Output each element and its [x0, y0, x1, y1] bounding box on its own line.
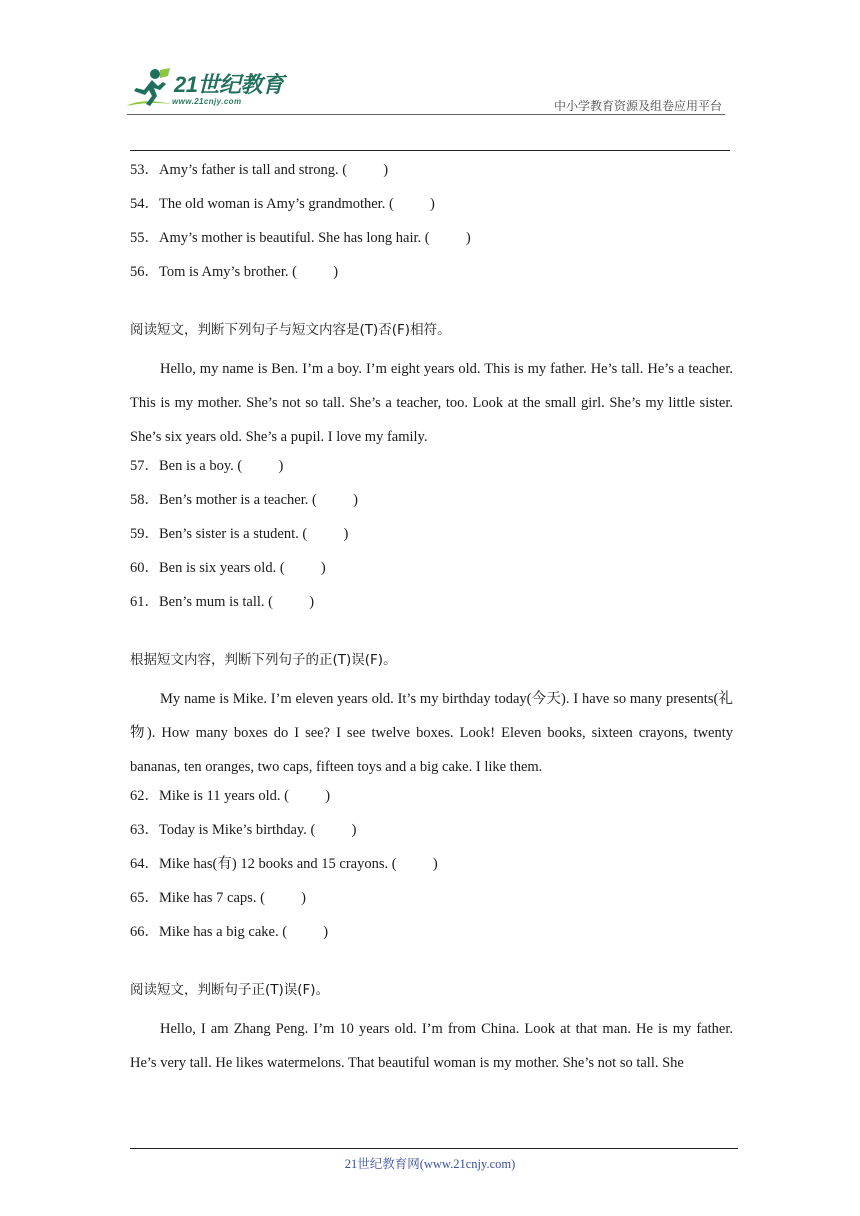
section-4-passage: Hello, I am Zhang Peng. I’m 10 years old. I’m from China. Look at that man. He is my father. He’s very tall. He likes watermelons. That beautiful woman is my mother. She’s not so tall. She	[130, 1021, 733, 1071]
question-55: 55．Amy’s mother is beautiful. She has long hair. ( )	[130, 230, 471, 246]
runner-logo-icon	[122, 66, 174, 112]
section-2-passage: Hello, my name is Ben. I’m a boy. I’m eight years old. This is my father. He’s tall. He’s a teacher. This is my mother. She’s not so tall. She’s a teacher, too. Look at the small girl. She’s my little sister. She’s six years old. She’s a pupil. I love my family.	[130, 361, 733, 445]
question-65: 65．Mike has 7 caps. ( )	[130, 890, 306, 906]
question-53: 53．Amy’s father is tall and strong. ( )	[130, 162, 389, 178]
section-3-passage: My name is Mike. I’m eleven years old. It’s my birthday today(今天). I have so many presents(礼物). How many boxes do I see? I see twelve boxes. Look! Eleven books, sixteen crayons, twenty bananas, ten oranges, two caps, fifteen toys and a big cake. I like them.	[130, 691, 733, 775]
section-3-questions	[130, 784, 733, 954]
logo-text: 21世纪教育	[174, 72, 284, 97]
question-56: 56．Tom is Amy’s brother. ( )	[130, 264, 339, 280]
header-divider	[127, 114, 725, 115]
section-4-instruction: 阅读短文，判断句子正(T)误(F)。	[130, 982, 330, 998]
document-body	[130, 158, 733, 1080]
question-58: 58．Ben’s mother is a teacher. ( )	[130, 492, 358, 508]
question-66: 66．Mike has a big cake. ( )	[130, 924, 329, 940]
footer-divider	[130, 1148, 738, 1149]
question-54: 54．The old woman is Amy’s grandmother. ( )	[130, 196, 435, 212]
section-1-questions	[130, 158, 733, 294]
question-61: 61．Ben’s mum is tall. ( )	[130, 594, 315, 610]
question-60: 60．Ben is six years old. ( )	[130, 560, 326, 576]
logo-url: www.21cnjy.com	[172, 97, 242, 106]
question-62: 62．Mike is 11 years old. ( )	[130, 788, 331, 804]
question-63: 63．Today is Mike’s birthday. ( )	[130, 822, 357, 838]
platform-name: 中小学教育资源及组卷应用平台	[553, 99, 722, 113]
question-59: 59．Ben’s sister is a student. ( )	[130, 526, 349, 542]
section-3-instruction: 根据短文内容，判断下列句子的正(T)误(F)。	[130, 652, 397, 668]
footer-text: 21世纪教育网(www.21cnjy.com)	[344, 1157, 516, 1171]
page-header	[0, 0, 860, 155]
question-64: 64．Mike has(有) 12 books and 15 crayons. ( )	[130, 856, 438, 872]
section-2-questions	[130, 454, 733, 624]
logo	[122, 66, 302, 114]
question-57: 57．Ben is a boy. ( )	[130, 458, 284, 474]
content-top-rule	[130, 150, 730, 151]
section-2-instruction: 阅读短文，判断下列句子与短文内容是(T)否(F)相符。	[130, 322, 451, 338]
